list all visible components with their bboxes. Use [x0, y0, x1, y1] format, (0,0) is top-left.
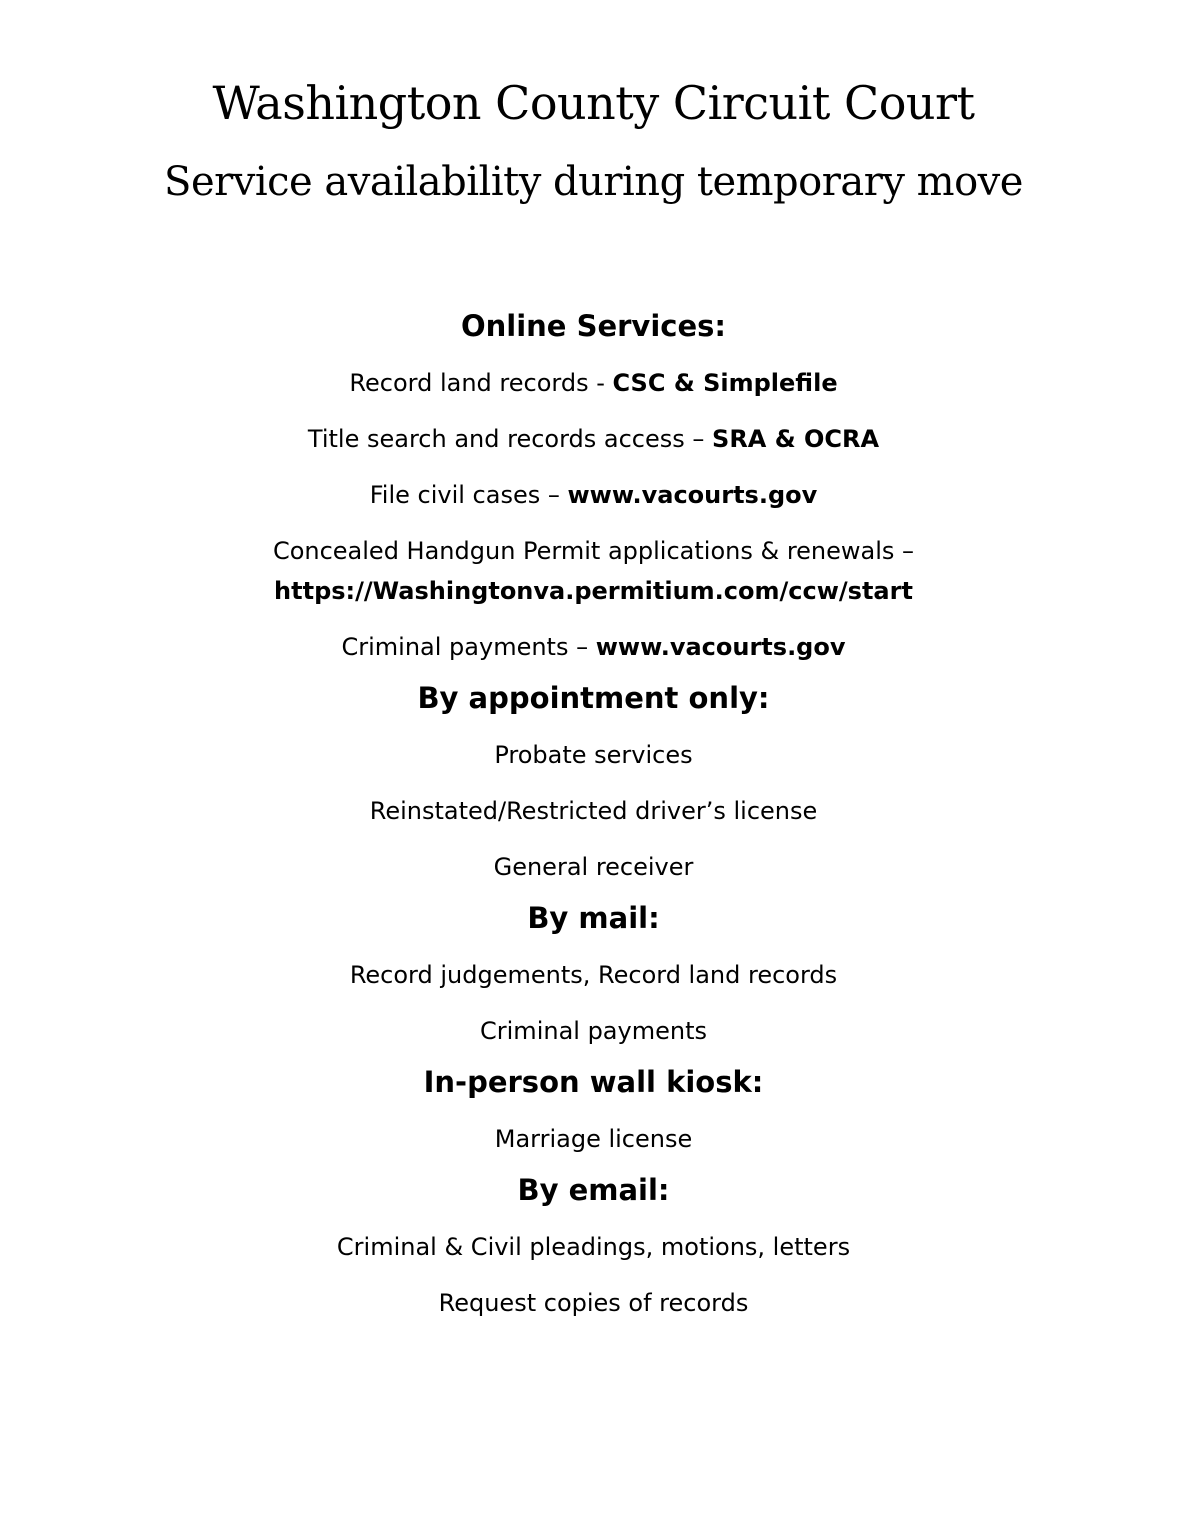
- list-item: Probate services: [494, 741, 693, 769]
- title-block: [0, 72, 1187, 210]
- email-list: [0, 1231, 1187, 1320]
- item-strong: www.vacourts.gov: [567, 481, 818, 509]
- item-text: Title search and records access –: [307, 425, 713, 453]
- list-item: Criminal & Civil pleadings, motions, letters: [336, 1233, 851, 1261]
- item-strong: SRA & OCRA: [712, 425, 880, 453]
- item-link[interactable]: https://Washingtonva.permitium.com/ccw/start: [274, 577, 913, 605]
- section-heading-mail: By mail:: [527, 901, 660, 935]
- kiosk-list: [0, 1123, 1187, 1156]
- section-heading-appointment: By appointment only:: [417, 681, 770, 715]
- section-heading-email: By email:: [517, 1173, 670, 1207]
- item-text: Concealed Handgun Permit applications & renewals –: [272, 537, 915, 565]
- page-title: Washington County Circuit Court: [212, 76, 975, 130]
- list-item: Request copies of records: [438, 1289, 749, 1317]
- list-item: [0, 423, 1187, 456]
- item-strong: CSC & Simplefile: [612, 369, 838, 397]
- section-online-services: [0, 306, 1187, 664]
- section-by-email: [0, 1170, 1187, 1320]
- section-heading-kiosk: In-person wall kiosk:: [423, 1065, 764, 1099]
- section-by-mail: [0, 898, 1187, 1048]
- item-text: Record land records -: [349, 369, 613, 397]
- services-content: [0, 306, 1187, 1320]
- list-item: [0, 535, 1187, 608]
- list-item: Record judgements, Record land records: [349, 961, 838, 989]
- list-item: General receiver: [493, 853, 694, 881]
- list-item: [0, 479, 1187, 512]
- item-text: File civil cases –: [369, 481, 568, 509]
- section-wall-kiosk: [0, 1062, 1187, 1156]
- appointment-list: [0, 739, 1187, 884]
- section-by-appointment: [0, 678, 1187, 884]
- online-services-list: [0, 367, 1187, 664]
- page-subtitle: Service availability during temporary move: [164, 159, 1023, 205]
- section-heading-online: Online Services:: [460, 309, 726, 343]
- item-text: Criminal payments –: [341, 633, 596, 661]
- mail-list: [0, 959, 1187, 1048]
- list-item: Reinstated/Restricted driver’s license: [369, 797, 818, 825]
- list-item: [0, 367, 1187, 400]
- list-item: Marriage license: [494, 1125, 693, 1153]
- list-item: [0, 631, 1187, 664]
- item-strong: www.vacourts.gov: [595, 633, 846, 661]
- list-item: Criminal payments: [480, 1017, 707, 1045]
